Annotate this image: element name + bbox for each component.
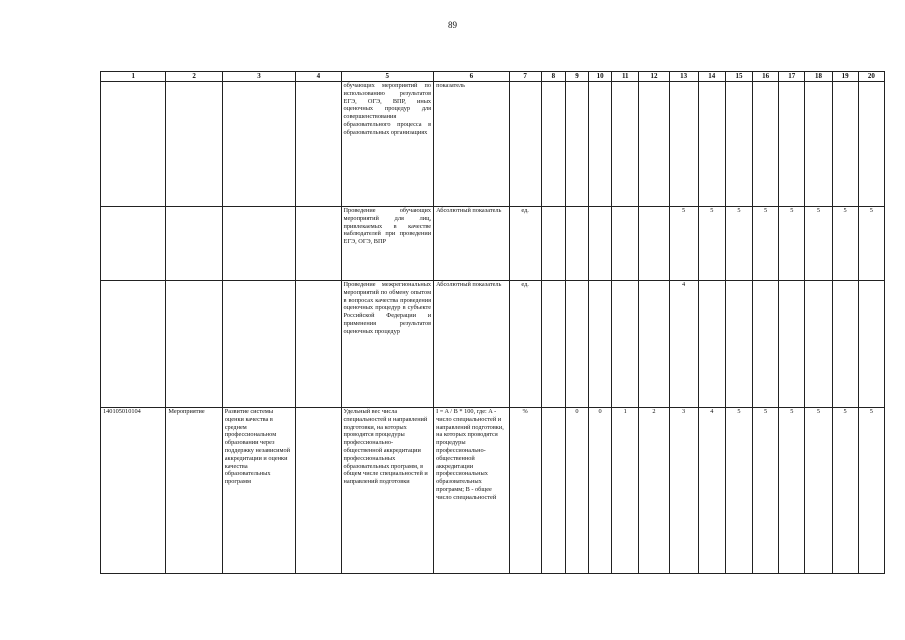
- column-header: 14: [698, 72, 725, 82]
- column-header: 19: [832, 72, 858, 82]
- value-cell: [612, 82, 639, 207]
- column-header: 2: [166, 72, 222, 82]
- code-cell: [101, 207, 166, 281]
- column-header: 5: [341, 72, 434, 82]
- column-header: 9: [565, 72, 588, 82]
- unit-cell: ед.: [509, 207, 541, 281]
- col4-cell: [296, 82, 341, 207]
- value-cell: 5: [805, 207, 832, 281]
- name-cell: [222, 207, 295, 281]
- value-cell: 5: [725, 408, 752, 574]
- unit-cell: ед.: [509, 281, 541, 408]
- value-cell: [589, 281, 612, 408]
- column-header: 11: [612, 72, 639, 82]
- name-cell: [222, 82, 295, 207]
- column-header: 4: [296, 72, 341, 82]
- value-cell: [541, 408, 565, 574]
- column-header: 15: [725, 72, 752, 82]
- value-cell: [565, 82, 588, 207]
- name-cell: [222, 281, 295, 408]
- page-number: 89: [448, 20, 457, 30]
- method-cell: Абсолютный показатель: [434, 207, 509, 281]
- column-header: 17: [779, 72, 805, 82]
- value-cell: [541, 207, 565, 281]
- value-cell: [565, 207, 588, 281]
- value-cell: [858, 281, 884, 408]
- type-cell: [166, 281, 222, 408]
- value-cell: 1: [612, 408, 639, 574]
- code-cell: 140105010104: [101, 408, 166, 574]
- name-cell: Развитие системы оценки качества в среднем профессиональном образовании через поддержку независимой аккредитации и оценки качества образовательных программ: [222, 408, 295, 574]
- table-row: [101, 408, 885, 574]
- value-cell: [639, 281, 669, 408]
- value-cell: [541, 82, 565, 207]
- type-cell: Мероприятие: [166, 408, 222, 574]
- value-cell: 5: [832, 207, 858, 281]
- value-cell: [565, 281, 588, 408]
- value-cell: [832, 281, 858, 408]
- value-cell: [753, 281, 779, 408]
- value-cell: 4: [698, 408, 725, 574]
- indicator-cell: Проведение обучающих мероприятий для лиц, привлекаемых в качестве наблюдателей при проведении ЕГЭ, ОГЭ, ВПР: [341, 207, 434, 281]
- value-cell: 5: [805, 408, 832, 574]
- header-row: [101, 72, 885, 82]
- column-header: 8: [541, 72, 565, 82]
- column-header: 13: [669, 72, 698, 82]
- value-cell: [612, 207, 639, 281]
- value-cell: [698, 82, 725, 207]
- indicator-cell: Проведение межрегиональных мероприятий по обмену опытом в вопросах качества проведения оценочных процедур в субъекте Российской Федерации и применения результатов оценочных процедур: [341, 281, 434, 408]
- type-cell: [166, 207, 222, 281]
- value-cell: 5: [725, 207, 752, 281]
- type-cell: [166, 82, 222, 207]
- value-cell: [639, 82, 669, 207]
- value-cell: [753, 82, 779, 207]
- value-cell: [589, 207, 612, 281]
- value-cell: 5: [753, 408, 779, 574]
- value-cell: 5: [779, 207, 805, 281]
- value-cell: 5: [698, 207, 725, 281]
- column-header: 6: [434, 72, 509, 82]
- col4-cell: [296, 207, 341, 281]
- value-cell: [805, 281, 832, 408]
- method-cell: I = A / B * 100, где: A - число специальностей и направлений подготовки, на которых проводятся процедуры профессионально-общественной аккредитации профессиональных образовательных программ; B - общее число специальностей: [434, 408, 509, 574]
- indicators-table: [100, 71, 885, 574]
- column-header: 18: [805, 72, 832, 82]
- column-header: 16: [753, 72, 779, 82]
- table-row: [101, 82, 885, 207]
- column-header: 10: [589, 72, 612, 82]
- col4-cell: [296, 281, 341, 408]
- value-cell: [541, 281, 565, 408]
- value-cell: [698, 281, 725, 408]
- column-header: 12: [639, 72, 669, 82]
- value-cell: [805, 82, 832, 207]
- value-cell: [589, 82, 612, 207]
- value-cell: [858, 82, 884, 207]
- method-cell: показатель: [434, 82, 509, 207]
- value-cell: [669, 82, 698, 207]
- table-row: [101, 281, 885, 408]
- value-cell: [725, 281, 752, 408]
- value-cell: 0: [565, 408, 588, 574]
- value-cell: 5: [858, 207, 884, 281]
- value-cell: 5: [858, 408, 884, 574]
- value-cell: [725, 82, 752, 207]
- unit-cell: %: [509, 408, 541, 574]
- value-cell: 5: [832, 408, 858, 574]
- value-cell: [612, 281, 639, 408]
- column-header: 3: [222, 72, 295, 82]
- value-cell: 5: [779, 408, 805, 574]
- column-header: 7: [509, 72, 541, 82]
- value-cell: [639, 207, 669, 281]
- table-row: [101, 207, 885, 281]
- method-cell: Абсолютный показатель: [434, 281, 509, 408]
- value-cell: 0: [589, 408, 612, 574]
- code-cell: [101, 82, 166, 207]
- value-cell: 5: [669, 207, 698, 281]
- value-cell: 3: [669, 408, 698, 574]
- column-header: 1: [101, 72, 166, 82]
- unit-cell: [509, 82, 541, 207]
- column-header: 20: [858, 72, 884, 82]
- value-cell: 5: [753, 207, 779, 281]
- value-cell: [832, 82, 858, 207]
- code-cell: [101, 281, 166, 408]
- value-cell: [779, 82, 805, 207]
- col4-cell: [296, 408, 341, 574]
- indicator-cell: Удельный вес числа специальностей и направлений подготовки, на которых проводятся процедуры профессионально-общественной аккредитации профессиональных образовательных программ, в общем числе специальностей и направлений подготовки: [341, 408, 434, 574]
- indicator-cell: обучающих мероприятий по использованию результатов ЕГЭ, ОГЭ, ВПР, иных оценочных процедур для совершенствования образовательного процесса в образовательных организациях: [341, 82, 434, 207]
- value-cell: [779, 281, 805, 408]
- value-cell: 2: [639, 408, 669, 574]
- value-cell: 4: [669, 281, 698, 408]
